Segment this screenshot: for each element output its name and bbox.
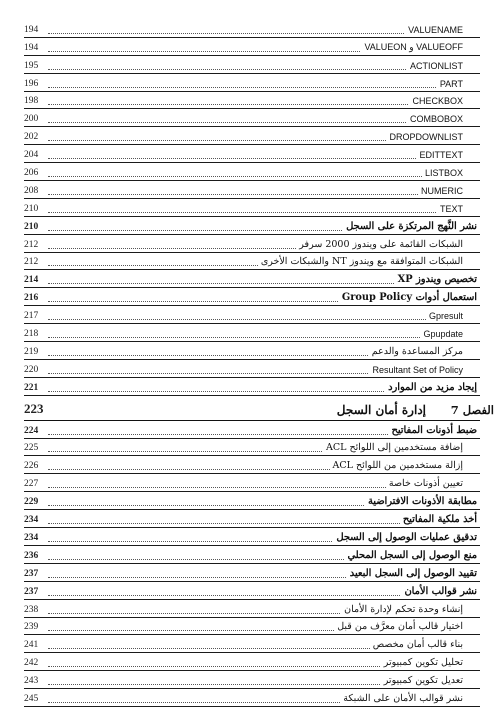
- entry-title: أخذ ملكية المفاتيح: [400, 514, 480, 525]
- toc-entry: [24, 689, 480, 707]
- toc-entry: [24, 653, 480, 671]
- entry-title: بناء قالب أمان مخصص: [370, 639, 466, 650]
- dot-leader: [48, 33, 466, 34]
- dot-leader: [48, 122, 466, 123]
- entry-title: ACTIONLIST: [407, 61, 466, 71]
- entry-title: COMBOBOX: [407, 114, 466, 124]
- entry-title: VALUEON و VALUEOFF: [361, 42, 466, 53]
- entry-title: إزالة مستخدمين من اللوائح ACL: [330, 460, 466, 471]
- chapter-heading: [24, 396, 494, 421]
- dot-leader: [48, 87, 466, 88]
- dot-leader: [48, 212, 466, 213]
- toc-entry: [24, 439, 480, 457]
- toc-entry: [24, 217, 480, 235]
- chapter-label: الفصل 7: [450, 402, 494, 417]
- page-number: 204: [24, 150, 39, 161]
- toc-entry: [24, 288, 480, 306]
- entry-title: تعيين أذونات خاصة: [386, 478, 466, 489]
- toc-entry: [24, 163, 480, 181]
- page-number: 212: [24, 257, 39, 268]
- toc-entry: [24, 360, 480, 378]
- toc-entry: [24, 306, 480, 324]
- toc-entry: [24, 127, 480, 145]
- entry-title: الشبكات القائمة على ويندوز 2000 سرفر: [296, 239, 466, 250]
- toc-entry: [24, 456, 480, 474]
- page-number: 237: [24, 568, 39, 579]
- entry-title: اختيار قالب أمان معرَّف من قبل: [334, 621, 466, 632]
- page-number: 234: [24, 532, 39, 543]
- page-number: 208: [24, 185, 39, 196]
- entry-title: Resultant Set of Policy: [369, 365, 466, 375]
- toc-entry: [24, 56, 480, 74]
- page-number: 227: [24, 479, 39, 490]
- entry-title: LISTBOX: [422, 168, 466, 178]
- table-of-contents: [24, 20, 494, 707]
- chapter-title: إدارة أمان السجل: [336, 402, 426, 417]
- page-number: 194: [24, 24, 39, 35]
- toc-entry: [24, 528, 480, 546]
- toc-entry: [24, 92, 480, 110]
- entry-title: استعمال أدوات Group Policy: [339, 292, 480, 303]
- page-number: 212: [24, 239, 39, 250]
- page-number: 234: [24, 515, 39, 526]
- toc-entry: [24, 181, 480, 199]
- page-number: 202: [24, 132, 39, 143]
- entry-title: تدقيق عمليات الوصول إلى السجل: [333, 532, 480, 543]
- entry-title: DROPDOWNLIST: [386, 132, 466, 142]
- entry-title: تحليل تكوين كمبيوتر: [381, 657, 466, 668]
- toc-entry: [24, 546, 480, 564]
- entry-title: EDITTEXT: [416, 150, 466, 160]
- page-number: 236: [24, 550, 39, 561]
- dot-leader: [48, 158, 466, 159]
- page-number: 225: [24, 443, 39, 454]
- entry-title: الشبكات المتوافقة مع ويندوز NT والشبكات الأخرى: [258, 256, 466, 267]
- page-number: 239: [24, 622, 39, 633]
- page-number: 242: [24, 658, 39, 669]
- page-number: 221: [24, 382, 39, 393]
- page-number: 223: [24, 400, 44, 416]
- entry-title: ضبط أذونات المفاتيح: [389, 425, 480, 436]
- page-number: 238: [24, 604, 39, 615]
- toc-entry: [24, 492, 480, 510]
- page-number: 210: [24, 203, 39, 214]
- entry-title: نشر قوالب الأمان: [401, 586, 480, 597]
- toc-entry: [24, 564, 480, 582]
- entry-title: مطابقة الأذونات الافتراضية: [365, 496, 480, 507]
- toc-entry: [24, 582, 480, 600]
- entry-title: Gpresult: [426, 311, 466, 321]
- toc-entry: [24, 618, 480, 636]
- entry-title: نشر قوالب الأمان على الشبكة: [340, 693, 466, 704]
- toc-entry: [24, 253, 480, 271]
- toc-entry: [24, 74, 480, 92]
- entry-title: تخصيص ويندوز XP: [395, 274, 480, 285]
- page-number: 220: [24, 364, 39, 375]
- page-number: 218: [24, 329, 39, 340]
- entry-title: منع الوصول إلى السجل المحلي: [345, 550, 481, 561]
- toc-entry: [24, 421, 480, 439]
- toc-entry: [24, 109, 480, 127]
- entry-title: مركز المساعدة والدعم: [369, 346, 466, 357]
- page-number: 219: [24, 346, 39, 357]
- toc-entry: [24, 20, 480, 38]
- page-number: 210: [24, 221, 39, 232]
- entry-title: CHECKBOX: [409, 96, 466, 106]
- toc-entry: [24, 600, 480, 618]
- dot-leader: [48, 104, 466, 105]
- toc-entry: [24, 324, 480, 342]
- entry-title: VALUENAME: [405, 25, 466, 35]
- page-number: 194: [24, 42, 39, 53]
- page-number: 243: [24, 676, 39, 687]
- page-number: 214: [24, 275, 39, 286]
- page-number: 245: [24, 693, 39, 704]
- entry-title: TEXT: [437, 204, 466, 214]
- page-number: 198: [24, 96, 39, 107]
- entry-title: إيجاد مزيد من الموارد: [385, 382, 480, 393]
- page-number: 217: [24, 311, 39, 322]
- dot-leader: [48, 337, 466, 338]
- dot-leader: [48, 69, 466, 70]
- entry-title: تعديل تكوين كمبيوتر: [381, 675, 466, 686]
- dot-leader: [48, 176, 466, 177]
- entry-title: تقييد الوصول إلى السجل البعيد: [347, 568, 480, 579]
- page-number: 216: [24, 293, 39, 304]
- entry-title: PART: [437, 79, 466, 89]
- toc-entry: [24, 235, 480, 253]
- page-number: 241: [24, 640, 39, 651]
- entry-title: نشر النَّهج المرتكزة على السجل: [343, 221, 480, 232]
- page-number: 224: [24, 425, 39, 436]
- page-number: 226: [24, 461, 39, 472]
- entry-title: إضافة مستخدمين إلى اللوائح ACL: [323, 442, 466, 453]
- page-number: 196: [24, 78, 39, 89]
- dot-leader: [48, 194, 466, 195]
- entry-title: Gpupdate: [420, 329, 466, 339]
- entry-title: NUMERIC: [418, 186, 466, 196]
- page-number: 195: [24, 60, 39, 71]
- page-number: 229: [24, 497, 39, 508]
- toc-entry: [24, 635, 480, 653]
- toc-entry: [24, 474, 480, 492]
- toc-entry: [24, 38, 480, 56]
- entry-title: إنشاء وحدة تحكم لإدارة الأمان: [341, 604, 466, 615]
- toc-entry: [24, 270, 480, 288]
- page-number: 206: [24, 168, 39, 179]
- toc-entry: [24, 510, 480, 528]
- toc-entry: [24, 145, 480, 163]
- toc-entry: [24, 342, 480, 360]
- page-number: 237: [24, 586, 39, 597]
- toc-entry: [24, 199, 480, 217]
- toc-entry: [24, 378, 480, 396]
- page-number: 200: [24, 114, 39, 125]
- dot-leader: [48, 319, 466, 320]
- toc-entry: [24, 671, 480, 689]
